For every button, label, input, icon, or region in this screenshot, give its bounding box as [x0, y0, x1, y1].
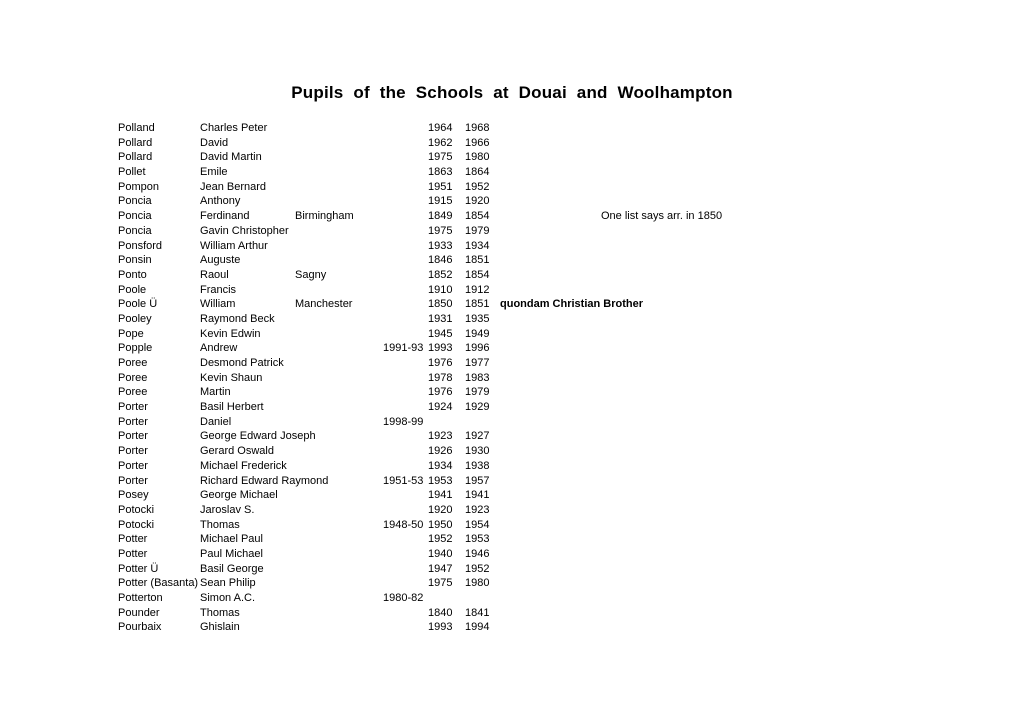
year-from-cell: 1978: [428, 371, 453, 384]
table-row: [118, 518, 918, 533]
year-from-cell: 1962: [428, 136, 453, 149]
year-from-cell: 1840: [428, 606, 453, 619]
page-title: Pupils of the Schools at Douai and Woolhampton: [291, 83, 733, 102]
forename-cell: William Arthur: [200, 239, 268, 252]
surname-cell: Porter: [118, 430, 148, 443]
surname-cell: Poree: [118, 371, 148, 384]
year-from-cell: 1975: [428, 224, 453, 237]
surname-cell: Porter: [118, 401, 148, 414]
surname-cell: Polland: [118, 122, 155, 134]
year-from-cell: 1920: [428, 503, 453, 516]
table-row: [118, 547, 918, 562]
surname-cell: Posey: [118, 489, 149, 502]
forename-cell: Michael Frederick: [200, 459, 287, 472]
year-to-cell: 1854: [465, 210, 490, 223]
surname-cell: Porter: [118, 459, 148, 472]
forename-cell: Emile: [200, 166, 228, 179]
year-to-cell: 1996: [465, 342, 490, 355]
year-to-cell: 1927: [465, 430, 490, 443]
forename-cell: Martin: [200, 386, 231, 399]
table-row: [118, 429, 918, 444]
table-row: [118, 371, 918, 386]
year-from-cell: 1940: [428, 547, 453, 560]
forename-cell: Simon A.C.: [200, 592, 256, 604]
note-cell: One list says arr. in 1850: [601, 210, 723, 223]
year-to-cell: 1941: [465, 489, 490, 502]
table-row: [118, 209, 918, 224]
pupils-table: [118, 121, 918, 635]
year-from-cell: 1975: [428, 151, 453, 164]
surname-cell: Potocki: [118, 518, 155, 531]
forename-cell: Raymond Beck: [200, 312, 275, 325]
year-from-cell: 1846: [428, 254, 453, 267]
year-from-cell: 1852: [428, 268, 453, 281]
year-to-cell: 1935: [465, 312, 490, 325]
year-to-cell: 1920: [465, 195, 490, 208]
forename-cell: William: [200, 298, 236, 311]
year-from-cell: 1945: [428, 327, 453, 340]
year-from-cell: 1849: [428, 210, 453, 223]
year-from-cell: 1910: [428, 283, 453, 296]
year-to-cell: 1994: [465, 621, 490, 634]
forename-cell: Kevin Edwin: [200, 327, 261, 340]
date-range-cell: 1980-82: [383, 592, 424, 604]
year-to-cell: 1854: [465, 268, 490, 281]
year-from-cell: 1924: [428, 401, 453, 414]
note-cell: quondam Christian Brother: [500, 298, 644, 311]
forename-cell: Ferdinand: [200, 210, 250, 223]
year-to-cell: 1938: [465, 459, 490, 472]
year-to-cell: 1851: [465, 298, 490, 311]
table-row: [118, 165, 918, 180]
year-from-cell: 1993: [428, 621, 453, 634]
table-row: [118, 297, 918, 312]
forename-cell: Francis: [200, 283, 237, 296]
forename-cell: Sean Philip: [200, 577, 256, 590]
year-to-cell: 1946: [465, 547, 490, 560]
surname-cell: Pollet: [118, 166, 146, 179]
table-row: [118, 180, 918, 195]
year-from-cell: 1964: [428, 122, 453, 134]
forename-cell: George Michael: [200, 489, 278, 502]
year-to-cell: 1968: [465, 122, 490, 134]
table-row: [118, 415, 918, 430]
forename-cell: Andrew: [200, 342, 238, 355]
year-to-cell: 1949: [465, 327, 490, 340]
forename-cell: Jean Bernard: [200, 180, 267, 193]
table-row: [118, 150, 918, 165]
table-row: [118, 121, 918, 136]
surname-cell: Pooley: [118, 312, 152, 325]
surname-cell: Popple: [118, 342, 153, 355]
year-to-cell: 1912: [465, 283, 490, 296]
table-row: [118, 194, 918, 209]
surname-cell: Poncia: [118, 210, 152, 223]
year-from-cell: 1953: [428, 474, 453, 487]
year-to-cell: 1953: [465, 533, 490, 546]
year-to-cell: 1952: [465, 180, 490, 193]
year-from-cell: 1915: [428, 195, 453, 208]
surname-cell: Pounder: [118, 606, 160, 619]
forename-cell: Daniel: [200, 415, 232, 428]
forename-cell: David: [200, 136, 229, 149]
forename-cell: Raoul: [200, 268, 229, 281]
forename-cell: Basil Herbert: [200, 401, 264, 414]
year-from-cell: 1976: [428, 386, 453, 399]
surname-cell: Pollard: [118, 136, 153, 149]
table-row: [118, 327, 918, 342]
table-row: [118, 253, 918, 268]
year-to-cell: 1841: [465, 606, 490, 619]
year-from-cell: 1923: [428, 430, 453, 443]
place-cell: Birmingham: [295, 210, 354, 223]
year-from-cell: 1993: [428, 342, 453, 355]
table-row: [118, 606, 918, 621]
year-to-cell: 1952: [465, 562, 490, 575]
table-row: [118, 283, 918, 298]
table-row: [118, 136, 918, 151]
date-range-cell: 1998-99: [383, 415, 424, 428]
year-from-cell: 1926: [428, 445, 453, 458]
forename-cell: Basil George: [200, 562, 264, 575]
year-to-cell: 1851: [465, 254, 490, 267]
year-to-cell: 1979: [465, 386, 490, 399]
forename-cell: Anthony: [200, 195, 241, 208]
year-from-cell: 1952: [428, 533, 453, 546]
table-row: [118, 562, 918, 577]
table-row: [118, 488, 918, 503]
surname-cell: Potter: [118, 547, 148, 560]
surname-cell: Porter: [118, 474, 148, 487]
surname-cell: Poncia: [118, 195, 152, 208]
surname-cell: Ponsin: [118, 254, 152, 267]
surname-cell: Pollard: [118, 151, 153, 164]
year-from-cell: 1951: [428, 180, 453, 193]
year-from-cell: 1947: [428, 562, 453, 575]
year-from-cell: 1863: [428, 166, 453, 179]
year-from-cell: 1976: [428, 357, 453, 369]
surname-cell: Poole: [118, 283, 147, 296]
surname-cell: Ponto: [118, 268, 147, 281]
forename-cell: Gerard Oswald: [200, 445, 274, 458]
place-cell: Sagny: [295, 268, 327, 281]
forename-cell: Charles Peter: [200, 122, 268, 134]
forename-cell: George Edward Joseph: [200, 430, 316, 443]
year-to-cell: 1930: [465, 445, 490, 458]
date-range-cell: 1951-53: [383, 474, 424, 487]
surname-cell: Potterton: [118, 592, 163, 604]
forename-cell: Ghislain: [200, 621, 240, 634]
table-row: [118, 268, 918, 283]
forename-cell: Desmond Patrick: [200, 357, 284, 369]
table-row: [118, 459, 918, 474]
table-row: [118, 385, 918, 400]
table-row: [118, 532, 918, 547]
year-to-cell: 1864: [465, 166, 490, 179]
year-to-cell: 1980: [465, 151, 490, 164]
forename-cell: Paul Michael: [200, 547, 263, 560]
year-from-cell: 1850: [428, 298, 453, 311]
year-to-cell: 1977: [465, 357, 490, 369]
date-range-cell: 1991-93: [383, 342, 424, 355]
table-row: [118, 591, 918, 606]
year-to-cell: 1934: [465, 239, 490, 252]
date-range-cell: 1948-50: [383, 518, 424, 531]
year-from-cell: 1941: [428, 489, 453, 502]
surname-cell: Poncia: [118, 224, 152, 237]
surname-cell: Potter (Basanta): [118, 577, 199, 590]
table-row: [118, 224, 918, 239]
year-to-cell: 1957: [465, 474, 490, 487]
table-row: [118, 356, 918, 371]
forename-cell: Michael Paul: [200, 533, 263, 546]
surname-cell: Poree: [118, 357, 148, 369]
forename-cell: Gavin Christopher: [200, 224, 289, 237]
surname-cell: Pompon: [118, 180, 159, 193]
year-to-cell: 1954: [465, 518, 490, 531]
surname-cell: Ponsford: [118, 239, 163, 252]
surname-cell: Potocki: [118, 503, 155, 516]
surname-cell: Porter: [118, 415, 148, 428]
surname-cell: Poree: [118, 386, 148, 399]
table-row: [118, 576, 918, 591]
forename-cell: Thomas: [200, 606, 240, 619]
surname-cell: Poole Ü: [118, 298, 158, 311]
table-row: [118, 474, 918, 489]
surname-cell: Potter Ü: [118, 562, 159, 575]
surname-cell: Pope: [118, 327, 144, 340]
year-from-cell: 1933: [428, 239, 453, 252]
year-to-cell: 1929: [465, 401, 490, 414]
year-to-cell: 1980: [465, 577, 490, 590]
year-from-cell: 1975: [428, 577, 453, 590]
table-row: [118, 444, 918, 459]
table-row: [118, 503, 918, 518]
table-row: [118, 341, 918, 356]
year-to-cell: 1983: [465, 371, 490, 384]
year-to-cell: 1966: [465, 136, 490, 149]
forename-cell: Jaroslav S.: [200, 503, 255, 516]
table-row: [118, 239, 918, 254]
forename-cell: David Martin: [200, 151, 262, 164]
year-to-cell: 1923: [465, 503, 490, 516]
year-from-cell: 1934: [428, 459, 453, 472]
surname-cell: Potter: [118, 533, 148, 546]
forename-cell: Richard Edward Raymond: [200, 474, 329, 487]
forename-cell: Auguste: [200, 254, 241, 267]
place-cell: Manchester: [295, 298, 353, 311]
table-row: [118, 312, 918, 327]
surname-cell: Porter: [118, 445, 148, 458]
forename-cell: Thomas: [200, 518, 240, 531]
table-row: [118, 620, 918, 635]
forename-cell: Kevin Shaun: [200, 371, 263, 384]
year-from-cell: 1950: [428, 518, 453, 531]
year-from-cell: 1931: [428, 312, 453, 325]
table-row: [118, 400, 918, 415]
surname-cell: Pourbaix: [118, 621, 162, 634]
year-to-cell: 1979: [465, 224, 490, 237]
